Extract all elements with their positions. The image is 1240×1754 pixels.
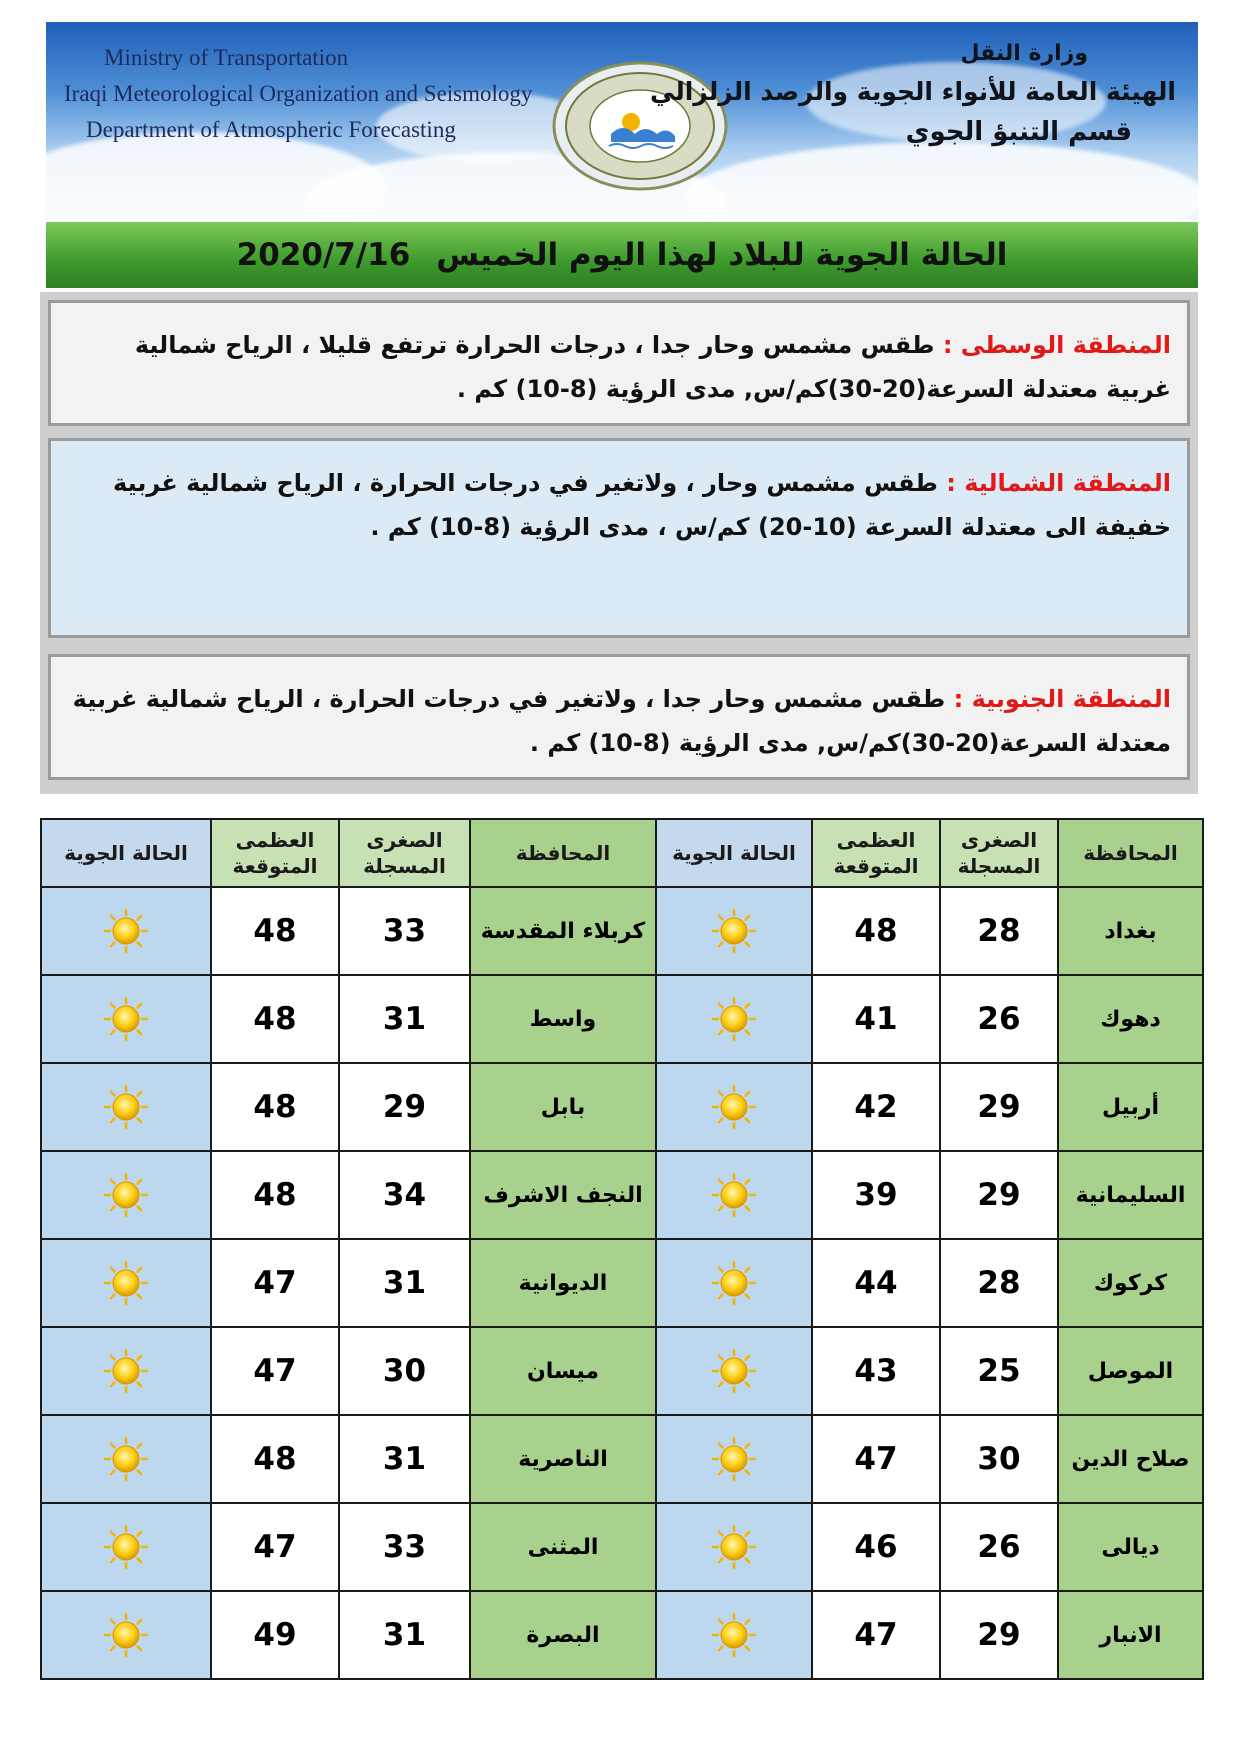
- header-banner: [46, 22, 1198, 220]
- weather-state-cell: [41, 1503, 211, 1591]
- min-temp-cell: 31: [339, 1591, 470, 1679]
- header-max: العظمى المتوقعة: [812, 819, 940, 887]
- province-cell: السليمانية: [1058, 1151, 1203, 1239]
- province-cell: بغداد: [1058, 887, 1203, 975]
- sunny-icon: [711, 1348, 757, 1394]
- min-temp-cell: 29: [339, 1063, 470, 1151]
- report-title-bar: [46, 222, 1198, 288]
- max-temp-cell: 47: [211, 1239, 339, 1327]
- sunny-icon: [711, 1524, 757, 1570]
- table-row: [41, 887, 1203, 975]
- max-temp-cell: 46: [812, 1503, 940, 1591]
- weather-state-cell: [41, 975, 211, 1063]
- english-line: Department of Atmospheric Forecasting: [86, 117, 456, 142]
- weather-state-cell: [41, 1415, 211, 1503]
- temperature-table: [40, 818, 1204, 1680]
- ministry-english-name: [64, 40, 532, 148]
- max-temp-cell: 47: [211, 1327, 339, 1415]
- province-cell: الموصل: [1058, 1327, 1203, 1415]
- header-state: الحالة الجوية: [41, 819, 211, 887]
- max-temp-cell: 48: [211, 887, 339, 975]
- max-temp-cell: 44: [812, 1239, 940, 1327]
- region-south: [48, 654, 1190, 780]
- min-temp-cell: 33: [339, 887, 470, 975]
- sunny-icon: [103, 1260, 149, 1306]
- table-row: [41, 975, 1203, 1063]
- max-temp-cell: 47: [211, 1503, 339, 1591]
- table-row: [41, 1239, 1203, 1327]
- min-temp-cell: 30: [940, 1415, 1058, 1503]
- sunny-icon: [711, 1260, 757, 1306]
- table-row: [41, 1063, 1203, 1151]
- min-temp-cell: 26: [940, 1503, 1058, 1591]
- weather-state-cell: [41, 1591, 211, 1679]
- sunny-icon: [711, 908, 757, 954]
- province-cell: الانبار: [1058, 1591, 1203, 1679]
- region-north: [48, 438, 1190, 638]
- weather-state-cell: [41, 1327, 211, 1415]
- weather-state-cell: [656, 1503, 812, 1591]
- province-cell: ديالى: [1058, 1503, 1203, 1591]
- region-text: طقس مشمس وحار جدا ، درجات الحرارة ترتفع قليلا ، الرياح شمالية غربية معتدلة السرعة(20-30)كم/س, مدى الرؤية (8-10) كم .: [134, 331, 1171, 403]
- province-cell: أربيل: [1058, 1063, 1203, 1151]
- sunny-icon: [711, 996, 757, 1042]
- province-cell: كربلاء المقدسة: [470, 887, 656, 975]
- region-central: [48, 300, 1190, 426]
- weather-state-cell: [41, 1063, 211, 1151]
- max-temp-cell: 48: [211, 1151, 339, 1239]
- sunny-icon: [711, 1436, 757, 1482]
- table-row: [41, 1151, 1203, 1239]
- min-temp-cell: 33: [339, 1503, 470, 1591]
- sunny-icon: [103, 1348, 149, 1394]
- max-temp-cell: 47: [812, 1415, 940, 1503]
- sunny-icon: [103, 1084, 149, 1130]
- sunny-icon: [103, 1172, 149, 1218]
- header-province: المحافظة: [470, 819, 656, 887]
- max-temp-cell: 49: [211, 1591, 339, 1679]
- province-cell: الناصرية: [470, 1415, 656, 1503]
- table-row: [41, 1503, 1203, 1591]
- arabic-line: وزارة النقل: [960, 41, 1088, 66]
- english-line: Ministry of Transportation: [104, 45, 349, 70]
- weather-state-cell: [656, 975, 812, 1063]
- arabic-line: قسم التنبؤ الجوي: [905, 117, 1132, 147]
- weather-state-cell: [656, 1239, 812, 1327]
- weather-state-cell: [656, 1327, 812, 1415]
- province-cell: كركوك: [1058, 1239, 1203, 1327]
- weather-state-cell: [656, 1151, 812, 1239]
- region-name: المنطقة الشمالية :: [946, 469, 1171, 497]
- province-cell: واسط: [470, 975, 656, 1063]
- weather-state-cell: [656, 1063, 812, 1151]
- max-temp-cell: 42: [812, 1063, 940, 1151]
- max-temp-cell: 41: [812, 975, 940, 1063]
- sunny-icon: [103, 1524, 149, 1570]
- min-temp-cell: 25: [940, 1327, 1058, 1415]
- english-line: Iraqi Meteorological Organization and Seismology: [64, 81, 533, 106]
- min-temp-cell: 31: [339, 1415, 470, 1503]
- header-min: الصغرى المسجلة: [940, 819, 1058, 887]
- table-body: [41, 887, 1203, 1679]
- province-cell: صلاح الدين: [1058, 1415, 1203, 1503]
- province-cell: ميسان: [470, 1327, 656, 1415]
- region-forecasts: [40, 292, 1198, 794]
- region-name: المنطقة الوسطى :: [942, 331, 1171, 359]
- table-row: [41, 1327, 1203, 1415]
- province-cell: البصرة: [470, 1591, 656, 1679]
- sunny-icon: [711, 1612, 757, 1658]
- region-text: طقس مشمس وحار جدا ، ولاتغير في درجات الحرارة ، الرياح شمالية غربية معتدلة السرعة(20-30)كم/س, مدى الرؤية (8-10) كم .: [72, 685, 1171, 757]
- report-date: 2020/7/16: [236, 237, 411, 273]
- min-temp-cell: 31: [339, 975, 470, 1063]
- min-temp-cell: 29: [940, 1151, 1058, 1239]
- min-temp-cell: 30: [339, 1327, 470, 1415]
- min-temp-cell: 26: [940, 975, 1058, 1063]
- min-temp-cell: 34: [339, 1151, 470, 1239]
- header-province: المحافظة: [1058, 819, 1203, 887]
- province-cell: الديوانية: [470, 1239, 656, 1327]
- weather-state-cell: [656, 887, 812, 975]
- min-temp-cell: 31: [339, 1239, 470, 1327]
- weather-state-cell: [41, 887, 211, 975]
- province-cell: دهوك: [1058, 975, 1203, 1063]
- weather-state-cell: [656, 1591, 812, 1679]
- header-min: الصغرى المسجلة: [339, 819, 470, 887]
- arabic-line: الهيئة العامة للأنواء الجوية والرصد الزلزالي: [650, 77, 1176, 106]
- max-temp-cell: 48: [211, 1415, 339, 1503]
- weather-state-cell: [656, 1415, 812, 1503]
- region-text: طقس مشمس وحار ، ولاتغير في درجات الحرارة ، الرياح شمالية غربية خفيفة الى معتدلة السرعة (10-20) كم/س ، مدى الرؤية (8-10) كم .: [113, 469, 1171, 541]
- min-temp-cell: 28: [940, 887, 1058, 975]
- max-temp-cell: 48: [211, 975, 339, 1063]
- ministry-arabic-name: [650, 36, 1176, 152]
- table-row: [41, 1591, 1203, 1679]
- max-temp-cell: 48: [211, 1063, 339, 1151]
- max-temp-cell: 39: [812, 1151, 940, 1239]
- header-state: الحالة الجوية: [656, 819, 812, 887]
- sunny-icon: [103, 908, 149, 954]
- province-cell: النجف الاشرف: [470, 1151, 656, 1239]
- province-cell: المثنى: [470, 1503, 656, 1591]
- province-cell: بابل: [470, 1063, 656, 1151]
- report-title: الحالة الجوية للبلاد لهذا اليوم الخميس: [436, 237, 1008, 273]
- sunny-icon: [103, 1612, 149, 1658]
- weather-state-cell: [41, 1151, 211, 1239]
- min-temp-cell: 28: [940, 1239, 1058, 1327]
- weather-state-cell: [41, 1239, 211, 1327]
- min-temp-cell: 29: [940, 1063, 1058, 1151]
- cloud-decoration: [686, 142, 1198, 220]
- min-temp-cell: 29: [940, 1591, 1058, 1679]
- table-header-row: [41, 819, 1203, 887]
- sunny-icon: [711, 1172, 757, 1218]
- max-temp-cell: 48: [812, 887, 940, 975]
- max-temp-cell: 47: [812, 1591, 940, 1679]
- sunny-icon: [103, 996, 149, 1042]
- sunny-icon: [711, 1084, 757, 1130]
- max-temp-cell: 43: [812, 1327, 940, 1415]
- header-max: العظمى المتوقعة: [211, 819, 339, 887]
- table-row: [41, 1415, 1203, 1503]
- region-name: المنطقة الجنوبية :: [953, 685, 1171, 713]
- sunny-icon: [103, 1436, 149, 1482]
